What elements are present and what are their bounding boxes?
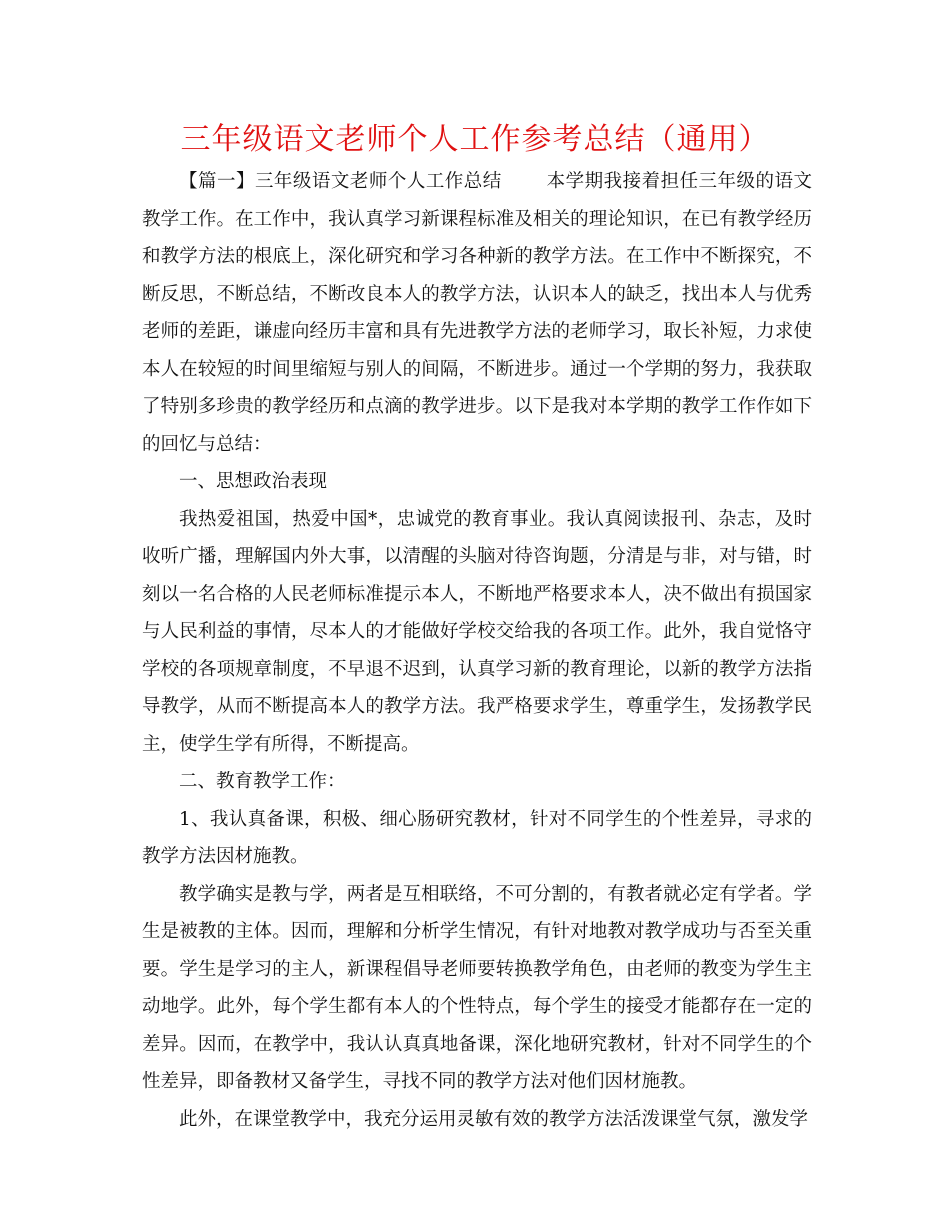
intro-text: 本学期我接着担任三年级的语文教学工作。在工作中，我认真学习新课程标准及相关的理论知识，在已有教学经历和教学方法的根底上，深化研究和学习各种新的教学方法。在工作中不断探究，不断反思，不断总结，不断改良本人的教学方法，认识本人的缺乏，找出本人与优秀老师的差距，谦虚向经历丰富和具有先进教学方法的老师学习，取长补短，力求使本人在较短的时间里缩短与别人的间隔，不断进步。通过一个学期的努力，我获取了特别多珍贵的教学经历和点滴的教学进步。以下是我对本学期的教学工作作如下的回忆与总结： — [142, 171, 812, 455]
section-heading-teaching: 二、教育教学工作： — [179, 771, 346, 792]
section-heading-politics: 一、思想政治表现 — [179, 471, 328, 492]
paragraph-politics: 我热爱祖国，热爱中国*，忠诚党的教育事业。我认真阅读报刊、杂志，及时收听广播，理解国内外大事，以清醒的头脑对待咨询题，分清是与非，对与错，时刻以一名合格的人民老师标准提示本人，不断地严格要求本人，决不做出有损国家与人民利益的事情，尽本人的才能做好学校交给我的各项工作。此外，我自觉恪守学校的各项规章制度，不早退不迟到，认真学习新的教育理论，以新的教学方法指导教学，从而不断提高本人的教学方法。我严格要求学生，尊重学生，发扬教学民主，使学生学有所得，不断提高。 — [142, 508, 812, 755]
document-title: 三年级语文老师个人工作参考总结（通用） — [180, 122, 770, 157]
intro-label: 【篇一】三年级语文老师个人工作总结 — [179, 171, 502, 192]
paragraph-lesson-prep: 1、我认真备课，积极、细心肠研究教材，针对不同学生的个性差异，寻求的教学方法因材施教。 — [142, 808, 812, 867]
document-body — [142, 163, 812, 1138]
intro-paragraph — [142, 163, 812, 463]
paragraph-classroom: 此外，在课堂教学中，我充分运用灵敏有效的教学方法活泼课堂气氛，激发学 — [179, 1108, 809, 1130]
paragraph-teaching-learning: 教学确实是教与学，两者是互相联络，不可分割的，有教者就必定有学者。学生是被教的主体。因而，理解和分析学生情况，有针对地教对教学成功与否至关重要。学生是学习的主人，新课程倡导老师要转换教学角色，由老师的教变为学生主动地学。此外，每个学生都有本人的个性特点，每个学生的接受才能都存在一定的差异。因而，在教学中，我认认真真地备课，深化地研究教材，针对不同学生的个性差异，即备教材又备学生，寻找不同的教学方法对他们因材施教。 — [142, 883, 812, 1092]
